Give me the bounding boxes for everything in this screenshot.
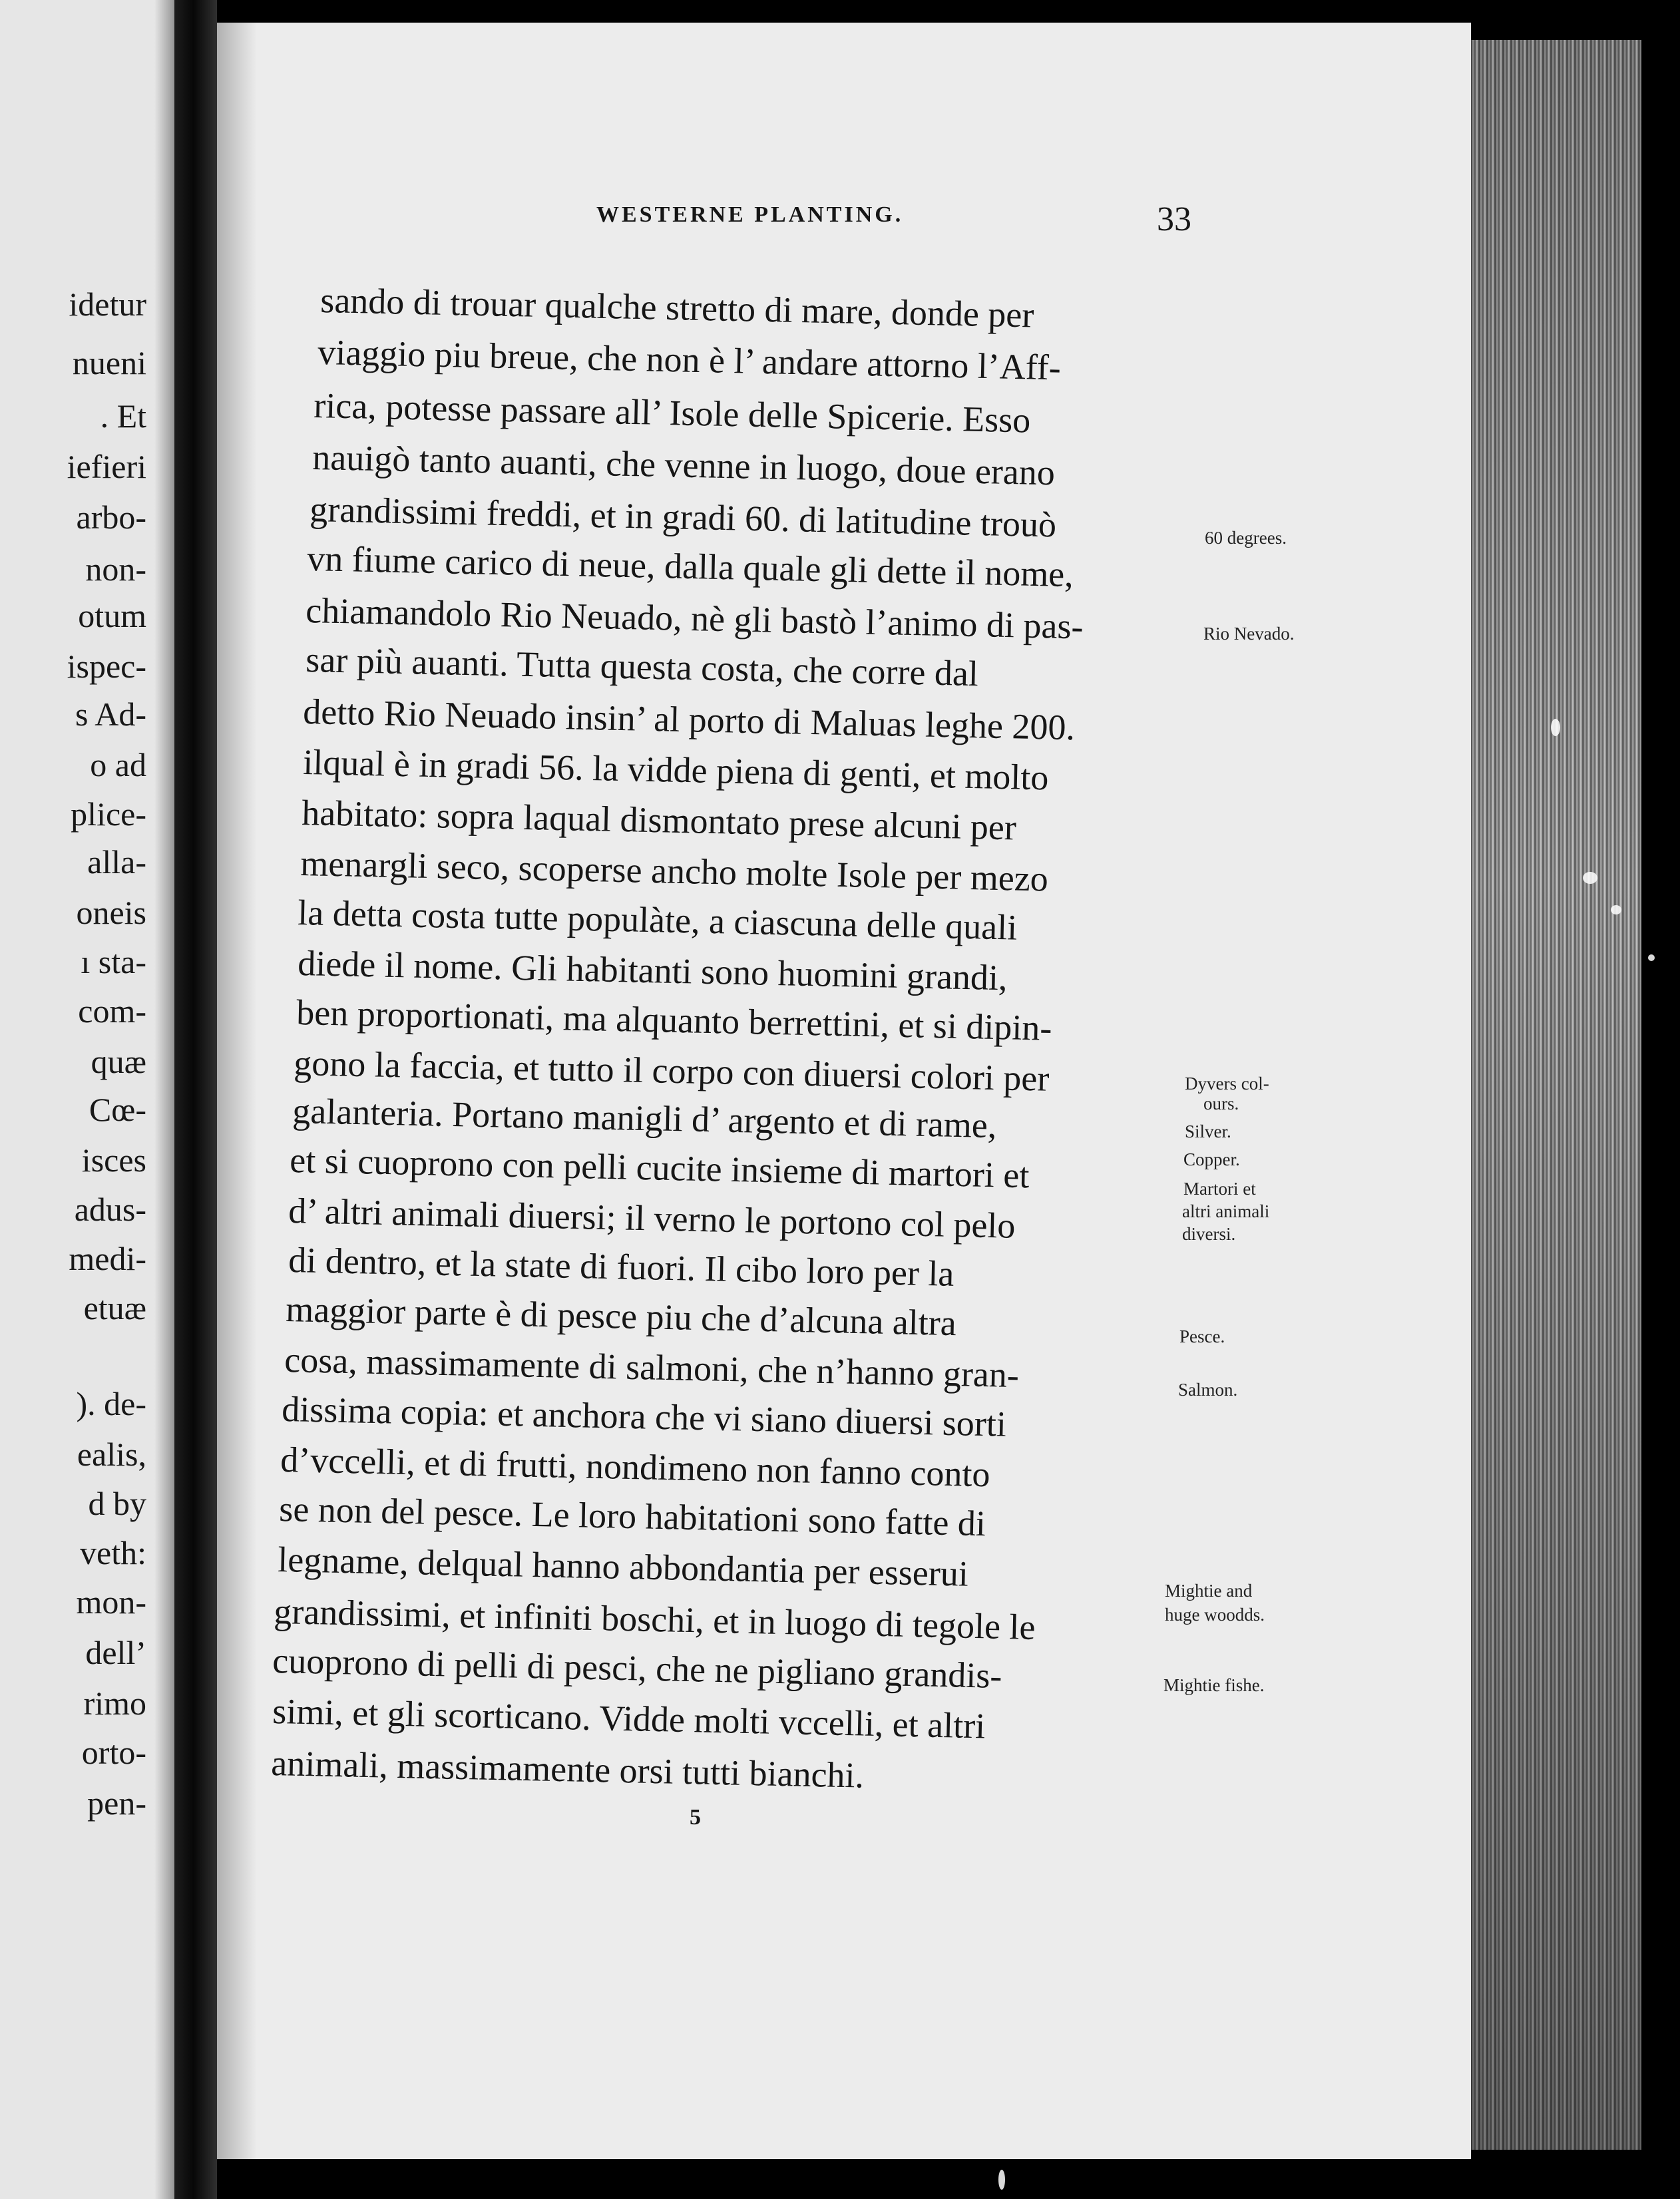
left-page-line: adus- (74, 1191, 146, 1228)
body-line: legname, delqual hanno abbondantia per esserui (277, 1539, 969, 1594)
running-head: WESTERNE PLANTING. (596, 202, 904, 227)
body-line: gono la faccia, et tutto il corpo con diuersi colori per (293, 1043, 1050, 1099)
body-line: d’ altri animali diuersi; il verno le portono col pelo (288, 1191, 1016, 1246)
left-page-line: idetur (69, 286, 146, 323)
body-line: grandissimi freddi, et in gradi 60. di latitudine trouò (309, 489, 1057, 545)
left-page-line: mon- (76, 1583, 146, 1621)
left-page-line: Cœ- (89, 1091, 146, 1128)
body-line: dissima copia: et anchora che vi siano diuersi sorti (281, 1389, 1007, 1444)
margin-note-rio-nevado: Rio Nevado. (1203, 624, 1295, 644)
left-page-line: orto- (81, 1734, 146, 1771)
page-edges-shading (1471, 40, 1641, 2150)
margin-note-colours-cont: ours. (1203, 1094, 1239, 1113)
left-page-line: medi- (69, 1240, 146, 1277)
scan-speck (998, 2170, 1005, 2190)
book-page-edges (1471, 40, 1641, 2150)
margin-note-salmon: Salmon. (1178, 1380, 1238, 1400)
body-line: chiamandolo Rio Neuado, nè gli bastò l’animo di pas- (305, 590, 1084, 647)
left-page-line: pen- (87, 1784, 146, 1822)
body-line: la detta costa tutte populàte, a ciascuna delle quali (297, 893, 1018, 948)
body-line: ben proportionati, ma alquanto berrettini, et si dipin- (296, 992, 1053, 1048)
body-line: vn fiume carico di neue, dalla quale gli dette il nome, (306, 538, 1074, 595)
left-page-line: etuæ (83, 1289, 146, 1326)
body-line: nauigò tanto auanti, che venne in luogo, doue erano (312, 437, 1056, 493)
margin-note-martori-cont: altri animali (1182, 1201, 1270, 1221)
left-page-line: nueni (72, 344, 146, 381)
left-page-line: quæ (91, 1043, 146, 1080)
left-page-line: veth: (80, 1534, 146, 1571)
left-page-line: s Ad- (75, 696, 146, 733)
margin-note-silver: Silver. (1185, 1121, 1231, 1141)
left-page-line: oneis (76, 894, 146, 931)
margin-note-woods-cont: huge woodds. (1165, 1605, 1265, 1625)
scan-speck (1551, 719, 1560, 736)
scan-speck (1648, 954, 1655, 961)
margin-note-colours: Dyvers col- (1185, 1074, 1269, 1094)
body-line: di dentro, et la state di fuori. Il cibo loro per la (288, 1240, 955, 1294)
left-page-line: ı sta- (81, 943, 146, 980)
left-page-line: d by (88, 1485, 146, 1522)
left-page-line: otum (78, 597, 146, 634)
left-page-line: dell’ (85, 1634, 146, 1671)
left-page-line: plice- (71, 795, 146, 833)
left-page-line: non- (85, 550, 146, 588)
margin-note-copper: Copper. (1183, 1149, 1240, 1169)
body-line: detto Rio Neuado insin’ al porto di Maluas leghe 200. (302, 692, 1076, 748)
left-page-line: isces (81, 1141, 146, 1179)
left-page-gutter-shadow (154, 0, 174, 2199)
body-line: galanteria. Portano manigli d’ argento et di rame, (292, 1091, 997, 1146)
left-page-line: arbo- (76, 499, 146, 536)
body-line: maggior parte è di pesce piu che d’alcuna altra (285, 1289, 957, 1344)
left-page-line: o ad (90, 746, 146, 783)
margin-note-pesce: Pesce. (1179, 1326, 1225, 1346)
left-page-line: rimo (83, 1685, 146, 1722)
page-number: 33 (1157, 200, 1191, 238)
margin-note-martori-end: diversi. (1182, 1224, 1236, 1244)
body-line: cosa, massimamente di salmoni, che n’hanno gran- (284, 1340, 1020, 1396)
body-line: menargli seco, scoperse ancho molte Isole per mezo (300, 843, 1049, 899)
body-line: viaggio piu breue, che non è l’ andare attorno l’Aff- (317, 332, 1062, 388)
body-line: grandissimi, et infiniti boschi, et in luogo di tegole le (273, 1591, 1036, 1647)
scan-speck (1611, 905, 1621, 914)
margin-note-degrees: 60 degrees. (1205, 528, 1287, 548)
scan-speck (1583, 872, 1597, 884)
body-line: habitato: sopra laqual dismontato prese alcuni per (301, 793, 1017, 848)
margin-note-woods: Mightie and (1165, 1581, 1253, 1601)
body-line: sando di trouar qualche stretto di mare, donde per (319, 280, 1034, 335)
body-line: et si cuoprono con pelli cucite insieme di martori et (289, 1140, 1030, 1196)
left-page (0, 0, 174, 2199)
body-line: sar più auanti. Tutta questa costa, che corre dal (305, 640, 979, 694)
body-line: rica, potesse passare all’ Isole delle Spicerie. Esso (313, 385, 1031, 441)
body-line: simi, et gli scorticano. Vidde molti vccelli, et altri (272, 1691, 986, 1746)
book-gutter (174, 0, 217, 2199)
left-page-line: ). de- (76, 1385, 146, 1422)
signature-mark: 5 (690, 1805, 701, 1830)
body-line: diede il nome. Gli habitanti sono huomini grandi, (297, 943, 1008, 998)
body-line: ilqual è in gradi 56. la vidde piena di genti, et molto (302, 742, 1050, 798)
body-line: animali, massimamente orsi tutti bianchi. (270, 1743, 865, 1796)
left-page-line: com- (78, 992, 146, 1030)
left-page-line: iefieri (67, 448, 146, 485)
left-page-line: alla- (87, 843, 146, 881)
left-page-line: ealis, (77, 1436, 146, 1473)
right-page-gutter-shadow (217, 23, 257, 2159)
body-line: d’vccelli, et di frutti, nondimeno non fanno conto (280, 1440, 991, 1495)
margin-note-martori: Martori et (1183, 1179, 1256, 1199)
margin-note-fishe: Mightie fishe. (1163, 1675, 1265, 1695)
body-line: se non del pesce. Le loro habitationi sono fatte di (278, 1489, 986, 1544)
left-page-line: ispec- (67, 648, 146, 685)
body-line: cuoprono di pelli di pesci, che ne pigliano grandis- (272, 1641, 1003, 1696)
left-page-line: . Et (100, 397, 146, 435)
